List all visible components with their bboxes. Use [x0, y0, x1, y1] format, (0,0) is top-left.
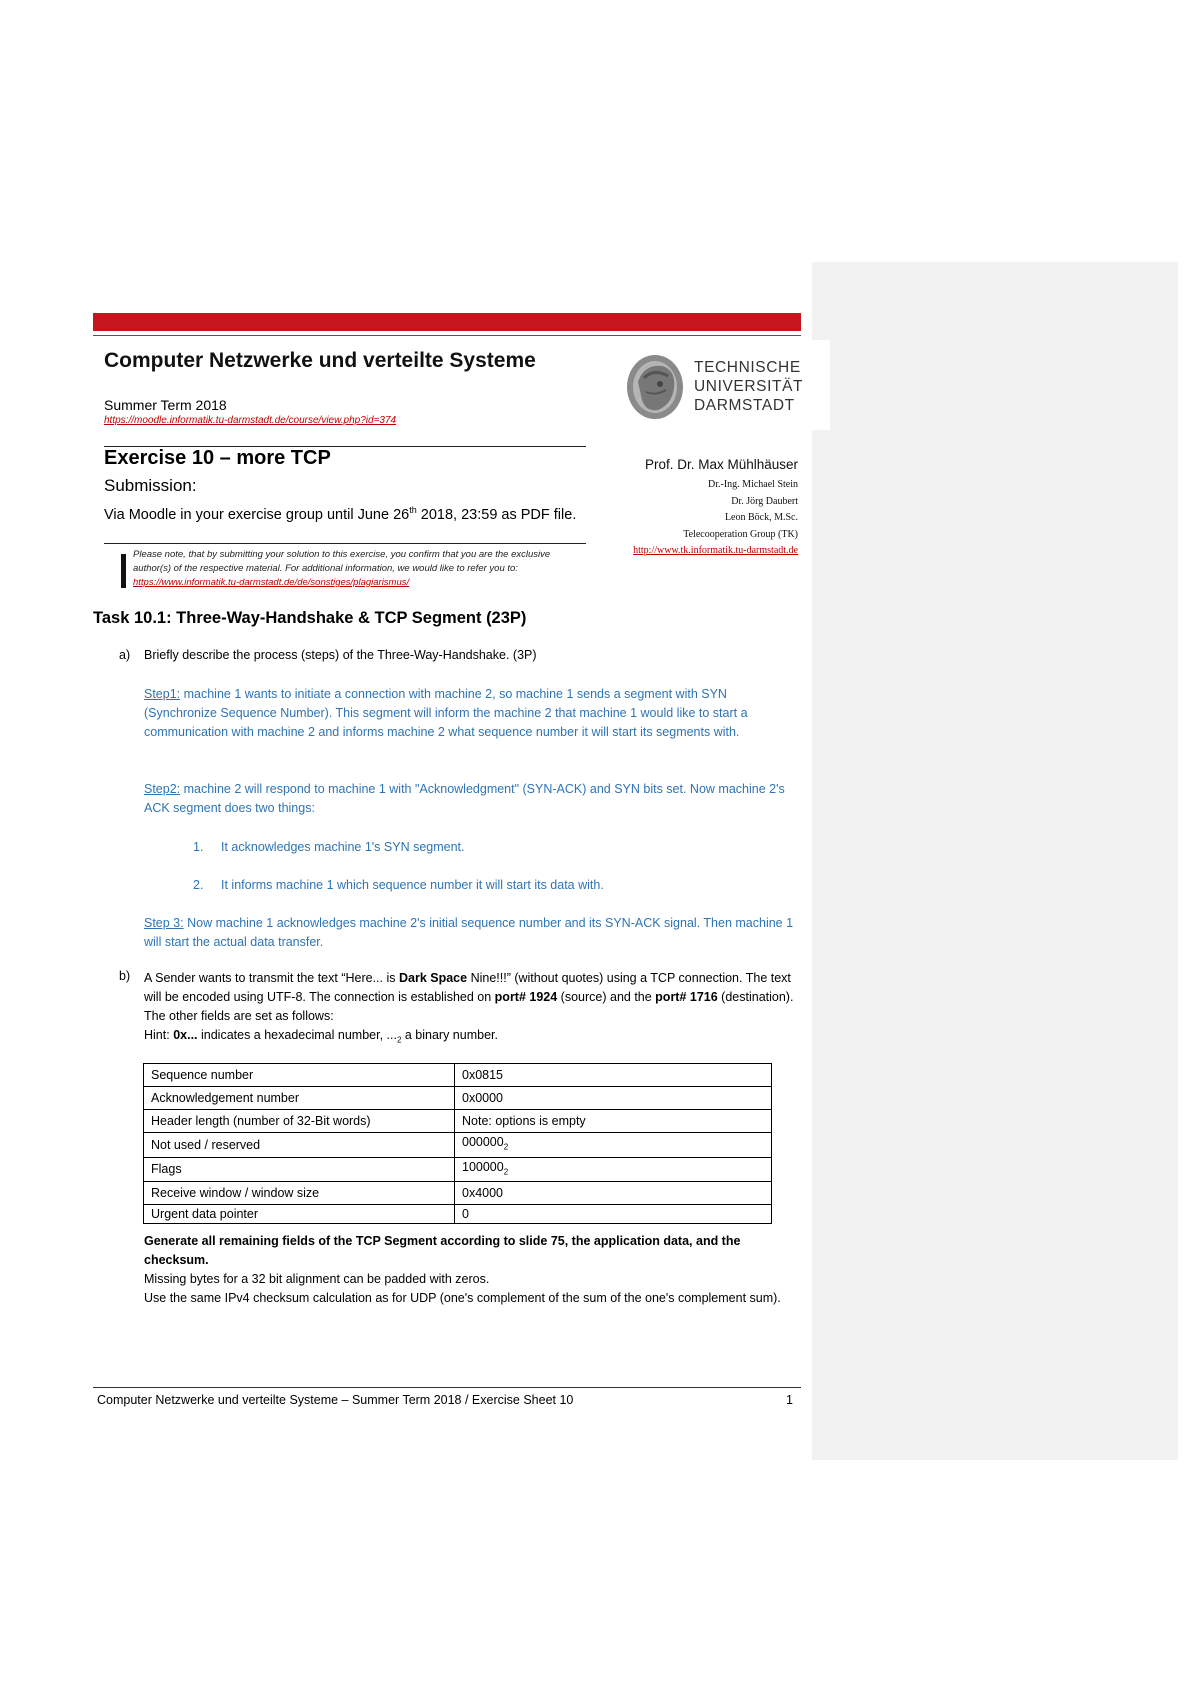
university-logo	[622, 340, 830, 430]
item-marker-a: a)	[119, 648, 131, 662]
plagiarism-note: Please note, that by submitting your solution to this exercise, you confirm that you are the exclusive author(s) of the respective material. For additional information, we would like to refer you to: https://www.informatik.tu-darmstadt.de/de/sonstiges/plagiarismus/	[133, 549, 551, 588]
submission-text: Via Moodle in your exercise group until June 26th 2018, 23:59 as PDF file.	[104, 505, 577, 523]
table-row	[144, 1182, 772, 1205]
table-row	[144, 1087, 772, 1110]
list-item: 1. It acknowledges machine 1's SYN segment.	[193, 840, 465, 854]
athena-emblem-icon	[624, 352, 686, 422]
field-value: 0x0815	[455, 1064, 772, 1087]
table-row	[144, 1205, 772, 1224]
header-red-bar	[93, 313, 801, 331]
field-name: Sequence number	[144, 1064, 455, 1087]
field-name: Flags	[144, 1157, 455, 1182]
course-title: Computer Netzwerke und verteilte Systeme	[104, 349, 536, 372]
field-value: 0x4000	[455, 1182, 772, 1205]
header-rule	[93, 335, 801, 336]
field-value: $000000_2$	[455, 1133, 772, 1158]
group-link[interactable]: http://www.tk.informatik.tu-darmstadt.de	[633, 545, 798, 556]
staff-member: Leon Böck, M.Sc.	[724, 512, 798, 523]
staff-block	[600, 455, 798, 560]
field-value: Note: options is empty	[455, 1110, 772, 1133]
field-name: Receive window / window size	[144, 1182, 455, 1205]
page-number: 1	[786, 1393, 793, 1407]
table-row	[144, 1064, 772, 1087]
footer-text: Computer Netzwerke und verteilte Systeme – Summer Term 2018 / Exercise Sheet 10	[97, 1393, 574, 1407]
field-value: $100000_2$	[455, 1157, 772, 1182]
generate-instructions: Generate all remaining fields of the TCP Segment according to slide 75, the application data, and the checksum. Missing bytes for a 32 bit alignment can be padded with zeros. Use the same IPv4 checksum calculation as for UDP (one's complement of the sum of the one's complement sum).	[144, 1234, 781, 1305]
answer-step-1: Step1: machine 1 wants to initiate a connection with machine 2, so machine 1 sends a segment with SYN (Synchronize Sequence Number). This segment will inform the machine 2 that machine 1 would like to start a communication with machine 2 and informs machine 2 what sequence number it will start its segments with.	[144, 687, 748, 739]
staff-member: Dr. Jörg Daubert	[731, 495, 798, 507]
professor: Prof. Dr. Max Mühlhäuser	[644, 457, 798, 472]
answer-step-3: Step 3: Now machine 1 acknowledges machine 2's initial sequence number and its SYN-ACK signal. Then machine 1 will start the actual data transfer.	[144, 916, 794, 949]
course-link[interactable]: https://moodle.informatik.tu-darmstadt.de/course/view.php?id=374	[104, 415, 397, 426]
task-heading: Task 10.1: Three-Way-Handshake & TCP Segment (23P)	[93, 609, 527, 627]
field-name: Not used / reserved	[144, 1133, 455, 1158]
table-row	[144, 1133, 772, 1158]
field-name: Header length (number of 32-Bit words)	[144, 1110, 455, 1133]
table-row	[144, 1157, 772, 1182]
exercise-title: Exercise 10 – more TCP	[104, 447, 331, 469]
logo-line-3: DARMSTADT	[694, 397, 795, 414]
group-name: Telecooperation Group (TK)	[683, 528, 798, 540]
field-name: Urgent data pointer	[144, 1205, 455, 1224]
answer-step-2: Step2: machine 2 will respond to machine 1 with "Acknowledgment" (SYN-ACK) and SYN bits set. Now machine 2's ACK segment does two things:	[144, 782, 785, 815]
plagiarism-link[interactable]: https://www.informatik.tu-darmstadt.de/de/sonstiges/plagiarismus/	[133, 577, 410, 588]
term: Summer Term 2018	[104, 397, 227, 413]
footer-rule	[93, 1387, 801, 1388]
list-item: 2. It informs machine 1 which sequence number it will start its data with.	[193, 878, 604, 892]
field-value: 0	[455, 1205, 772, 1224]
logo-line-2: UNIVERSITÄT	[694, 378, 804, 395]
item-marker-b: b)	[119, 969, 131, 983]
tcp-fields-table	[143, 1063, 772, 1224]
field-name: Acknowledgement number	[144, 1087, 455, 1110]
question-b: A Sender wants to transmit the text “Here... is Dark Space Nine!!!” (without quotes) using a TCP connection. The text will be encoded using UTF-8. The connection is established on port# 1924 (source) and the port# 1716 (destination). The other fields are set as follows: Hint: 0x... indicates a hexadecimal number, $..._2$ a binary number.	[144, 971, 794, 1045]
note-marker	[121, 554, 126, 588]
comment-pane	[812, 262, 1178, 1460]
divider	[104, 543, 586, 544]
question-a: Briefly describe the process (steps) of the Three-Way-Handshake. (3P)	[144, 648, 537, 662]
staff-member: Dr.-Ing. Michael Stein	[708, 479, 798, 490]
logo-line-1: TECHNISCHE	[694, 359, 801, 376]
table-row	[144, 1110, 772, 1133]
field-value: 0x0000	[455, 1087, 772, 1110]
submission-label: Submission:	[104, 476, 197, 495]
